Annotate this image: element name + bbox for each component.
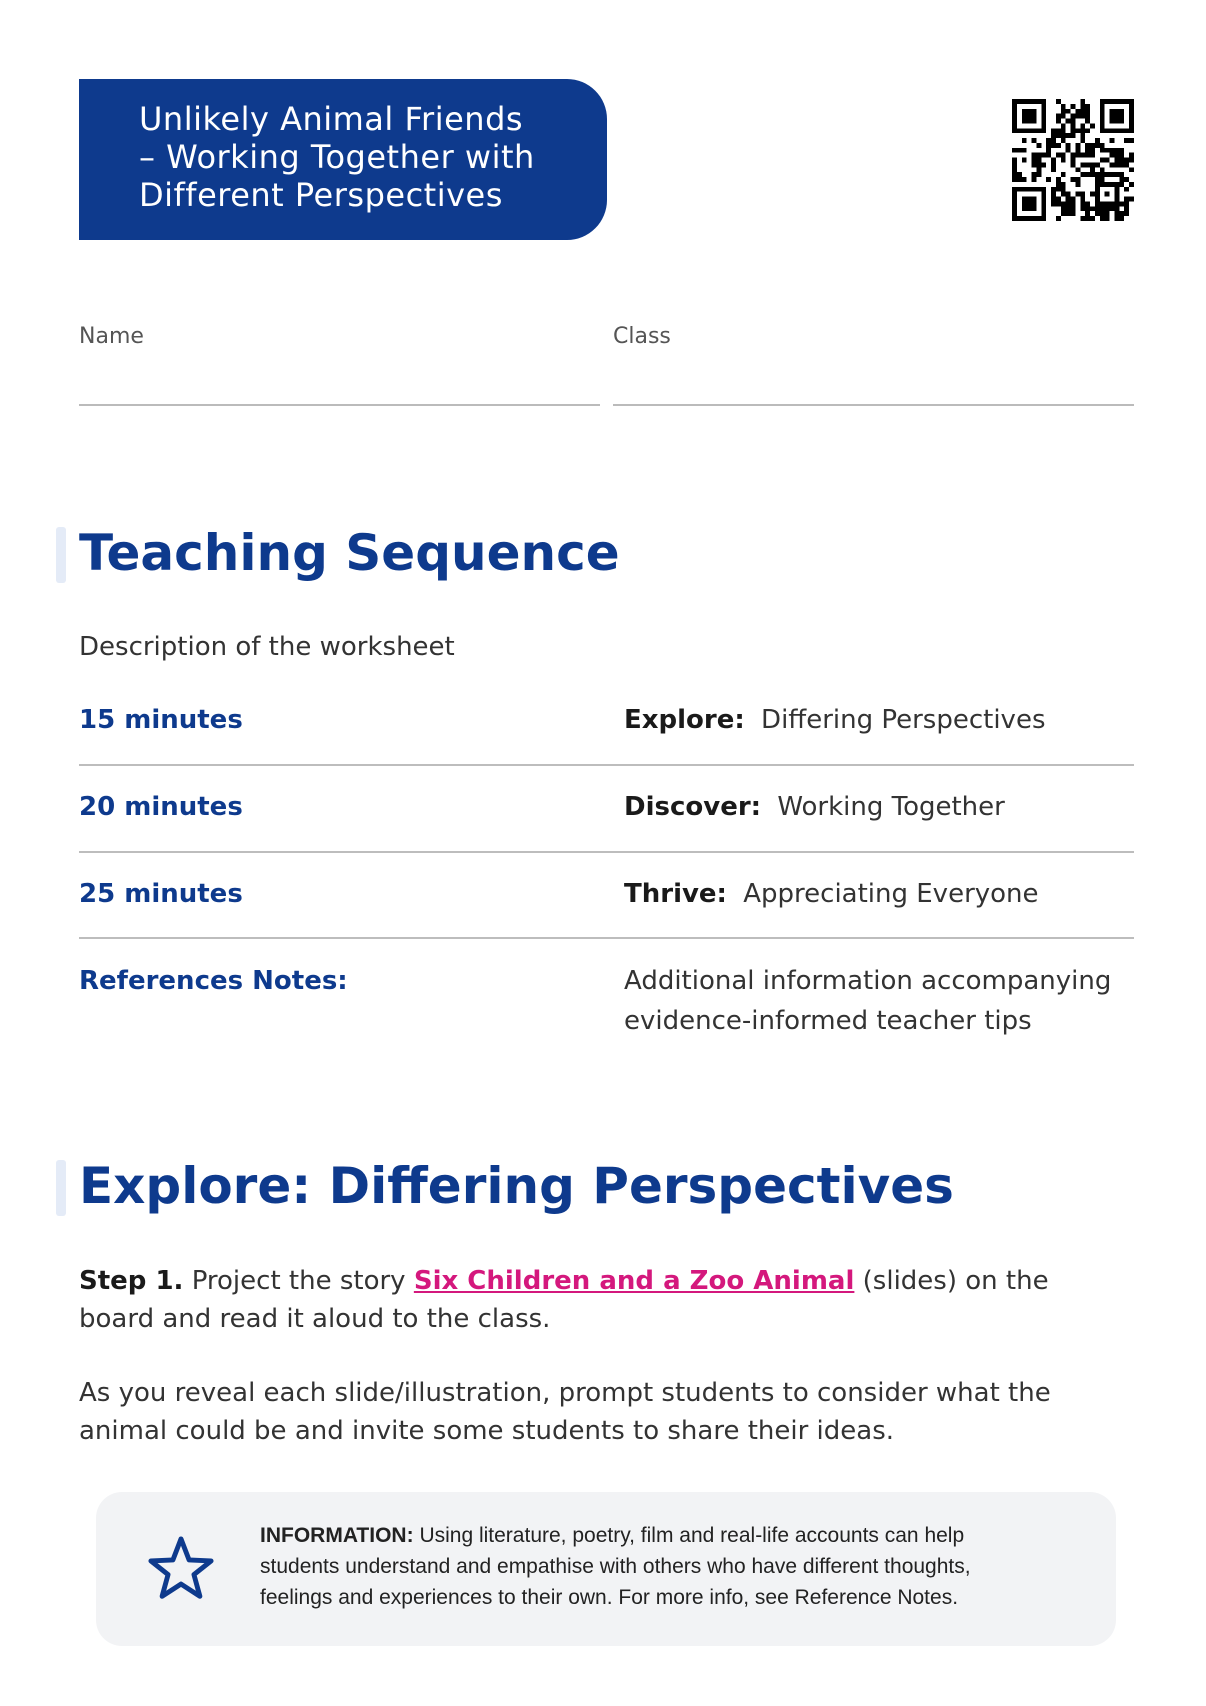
sequence-activity-label: Thrive: xyxy=(624,879,727,909)
story-link[interactable]: Six Children and a Zoo Animal xyxy=(413,1266,855,1296)
information-line-2: students understand and empathise with others who have different thoughts, xyxy=(260,1555,971,1578)
sequence-activity-label: Explore: xyxy=(624,705,745,735)
information-line-1 xyxy=(260,1520,1080,1551)
section-accent-bar xyxy=(56,1160,66,1216)
star-icon xyxy=(146,1534,216,1604)
sequence-time-1: 15 minutes xyxy=(79,705,243,735)
sequence-activity-2 xyxy=(624,792,1005,822)
name-field[interactable] xyxy=(79,404,600,406)
worksheet-description: Description of the worksheet xyxy=(79,632,455,662)
title-line-1: Unlikely Animal Friends xyxy=(139,100,524,138)
title-line-2: – Working Together with xyxy=(139,138,535,176)
references-notes-label: References Notes: xyxy=(79,966,348,996)
explore-paragraph-line-1: As you reveal each slide/illustration, prompt students to consider what the xyxy=(79,1378,1051,1408)
references-notes-text xyxy=(624,961,1111,1041)
step-1-line-1 xyxy=(79,1262,1139,1300)
references-line-2: evidence-informed teacher tips xyxy=(624,1006,1032,1036)
step-1-line-2: board and read it aloud to the class. xyxy=(79,1304,551,1334)
information-label: INFORMATION: xyxy=(260,1524,414,1547)
qr-code-icon[interactable] xyxy=(1012,99,1134,221)
information-text-1: Using literature, poetry, film and real-life accounts can help xyxy=(419,1524,965,1547)
information-line-3: feelings and experiences to their own. For more info, see Reference Notes. xyxy=(260,1586,959,1609)
name-label: Name xyxy=(79,324,144,349)
class-field[interactable] xyxy=(613,404,1134,406)
teaching-sequence-heading: Teaching Sequence xyxy=(79,524,620,582)
step-label: Step 1. xyxy=(79,1266,184,1296)
sequence-activity-1 xyxy=(624,705,1046,735)
section-accent-bar xyxy=(56,527,66,583)
explore-heading: Explore: Differing Perspectives xyxy=(79,1157,954,1215)
sequence-activity-value: Appreciating Everyone xyxy=(743,879,1039,909)
information-callout xyxy=(96,1492,1116,1646)
class-label: Class xyxy=(613,324,671,349)
information-text xyxy=(260,1520,1080,1613)
title-line-3: Different Perspectives xyxy=(139,176,503,214)
worksheet-title xyxy=(79,79,607,240)
references-line-1: Additional information accompanying xyxy=(624,966,1112,996)
sequence-activity-3 xyxy=(624,879,1039,909)
row-divider xyxy=(79,764,1134,766)
step-text-after: (slides) on the xyxy=(862,1266,1049,1296)
explore-paragraph-line-2: animal could be and invite some students to share their ideas. xyxy=(79,1416,895,1446)
explore-paragraph xyxy=(79,1374,1139,1450)
step-text: Project the story xyxy=(191,1266,406,1296)
step-1 xyxy=(79,1262,1139,1338)
sequence-time-3: 25 minutes xyxy=(79,879,243,909)
row-divider xyxy=(79,937,1134,939)
sequence-activity-value: Differing Perspectives xyxy=(761,705,1046,735)
row-divider xyxy=(79,851,1134,853)
sequence-activity-label: Discover: xyxy=(624,792,762,822)
sequence-activity-value: Working Together xyxy=(777,792,1005,822)
sequence-time-2: 20 minutes xyxy=(79,792,243,822)
